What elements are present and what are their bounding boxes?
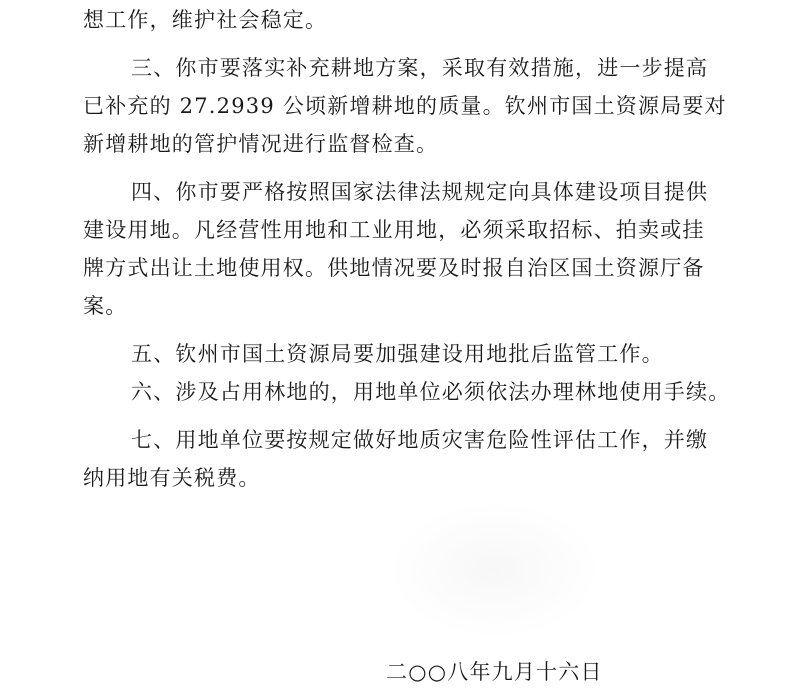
paragraph-5-line-1: 五、钦州市国土资源局要加强建设用地批后监管工作。 (131, 342, 664, 366)
paragraph-3-line-1: 三、你市要落实补充耕地方案，采取有效措施，进一步提高 (131, 56, 709, 80)
paragraph-4-line-3: 牌方式出让土地使用权。供地情况要及时报自治区国土资源厅备 (83, 256, 705, 280)
paragraph-4-line-4: 案。 (83, 294, 128, 318)
paragraph-3-line-2: 已补充的 27.2939 公顷新增耕地的质量。钦州市国土资源局要对 (83, 94, 727, 118)
document-date: 二○○八年九月十六日 (386, 660, 603, 684)
paragraph-4-line-2: 建设用地。凡经营性用地和工业用地，必须采取招标、拍卖或挂 (83, 218, 705, 242)
faint-seal-mark (395, 505, 595, 635)
paragraph-6-line-1: 六、涉及占用林地的，用地单位必须依法办理林地使用手续。 (131, 380, 731, 404)
paragraph-4-line-1: 四、你市要严格按照国家法律法规规定向具体建设项目提供 (131, 180, 709, 204)
paragraph-7-line-2: 纳用地有关税费。 (83, 466, 261, 490)
paragraph-7-line-1: 七、用地单位要按规定做好地质灾害危险性评估工作，并缴 (131, 428, 709, 452)
paragraph-3-line-3: 新增耕地的管护情况进行监督检查。 (83, 132, 439, 156)
text-line-1: 想工作，维护社会稳定。 (83, 8, 328, 32)
